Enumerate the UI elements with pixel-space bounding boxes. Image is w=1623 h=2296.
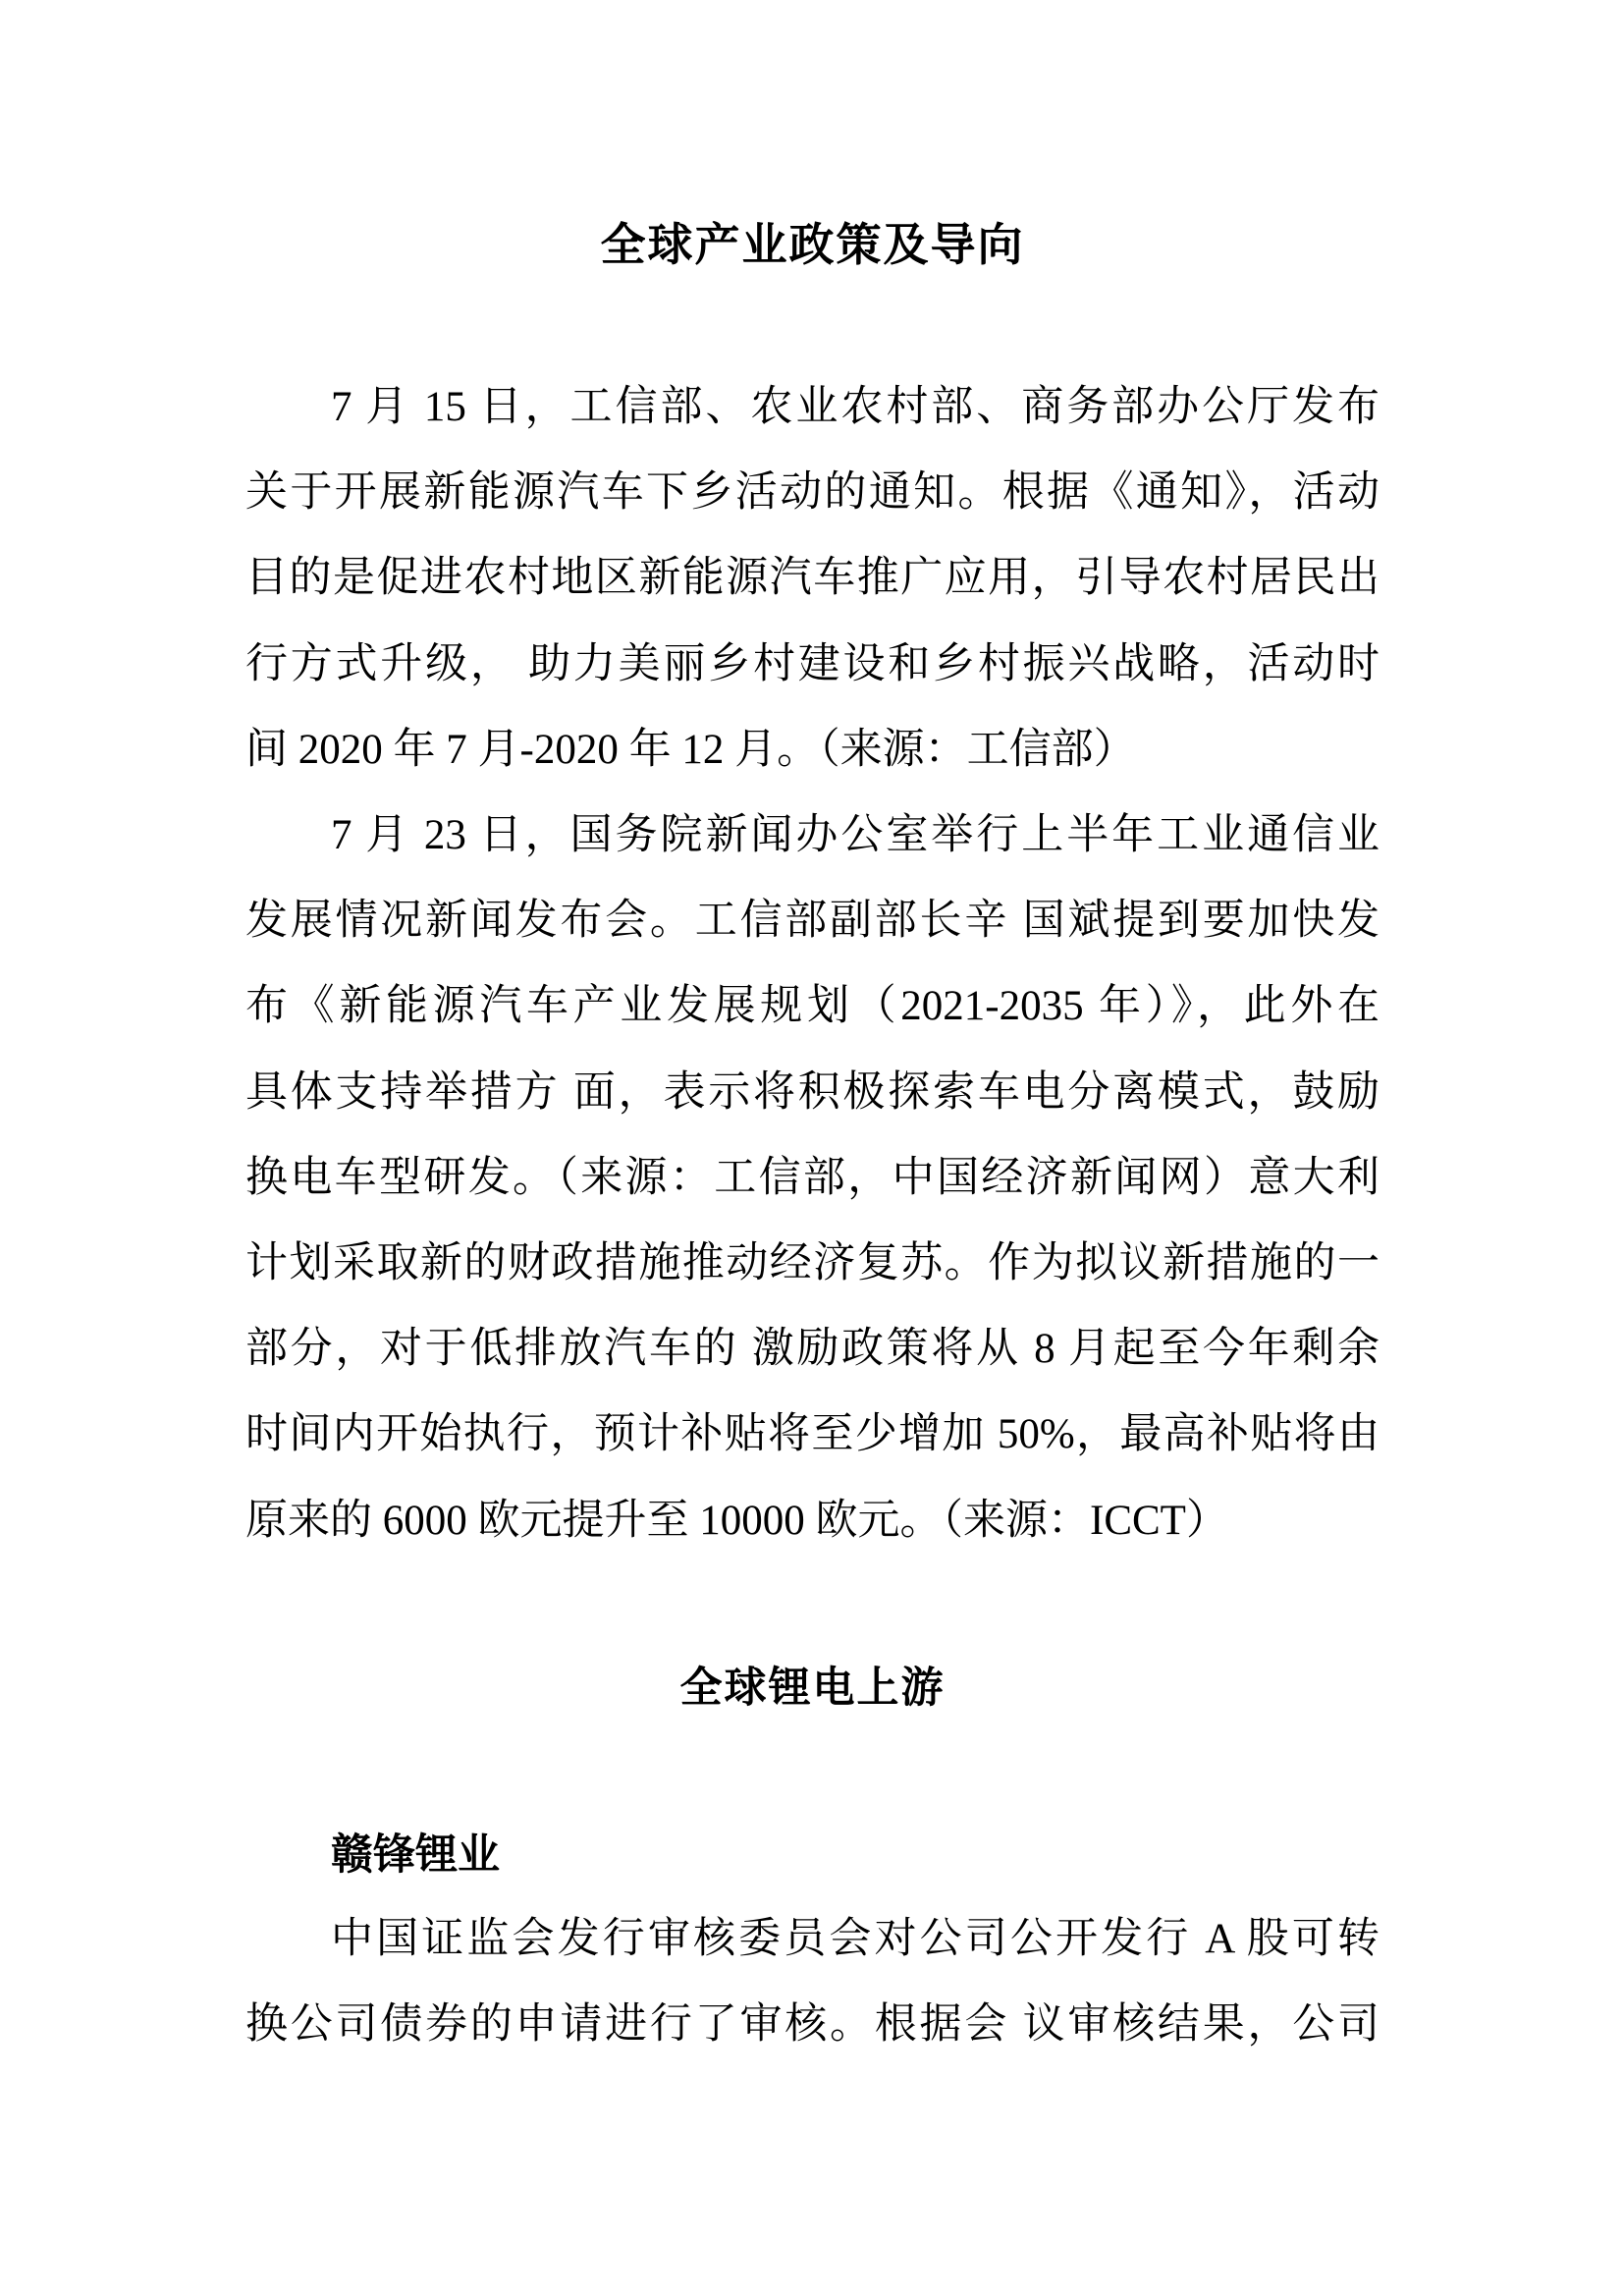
text-line: 原来的 6000 欧元提升至 10000 欧元。（来源：ICCT） [245,1497,1228,1544]
text-line: 7 月 15 日，工信部、农业农村部、商务部办公厅发布 [331,384,1380,430]
text-line: 计划采取新的财政措施推动经济复苏。作为拟议新措施的一 [245,1239,1380,1286]
text-line: 7 月 23 日，国务院新闻办公室举行上半年工业通信业 [331,812,1380,858]
company-subheading: 赣锋锂业 [331,1832,500,1879]
text-line: 发展情况新闻发布会。工信部副部长辛 国斌提到要加快发 [245,898,1380,945]
text-line: 时间内开始执行，预计补贴将至少增加 50%，最高补贴将由 [245,1411,1380,1458]
paragraph-press-conference [245,793,1380,1563]
section-heading-policy: 全球产业政策及导向 [600,220,1025,270]
text-line: 目的是促进农村地区新能源汽车推广应用，引导农村居民出 [245,555,1380,602]
text-line: 中国证监会发行审核委员会对公司公开发行 A 股可转 [331,1916,1380,1962]
paragraph-csrc-review [245,1896,1380,2067]
text-line: 间 2020 年 7 月-2020 年 12 月。（来源：工信部） [245,726,1136,773]
text-line: 具体支持举措方 面，表示将积极探索车电分离模式，鼓励 [245,1068,1380,1116]
text-line: 换公司债券的申请进行了审核。根据会 议审核结果，公司 [245,2001,1380,2049]
text-line: 部分，对于低排放汽车的 激励政策将从 8 月起至今年剩余 [245,1326,1380,1373]
paragraph-policy-notice [245,364,1380,793]
text-line: 关于开展新能源汽车下乡活动的通知。根据《通知》，活动 [245,469,1380,517]
section-heading-lithium: 全球锂电上游 [679,1666,946,1712]
text-line: 布《新能源汽车产业发展规划（2021-2035 年）》，此外在 [245,983,1380,1030]
text-line: 换电车型研发。（来源：工信部，中国经济新闻网）意大利 [245,1154,1380,1201]
text-line: 行方式升级， 助力美丽乡村建设和乡村振兴战略，活动时 [245,640,1380,687]
